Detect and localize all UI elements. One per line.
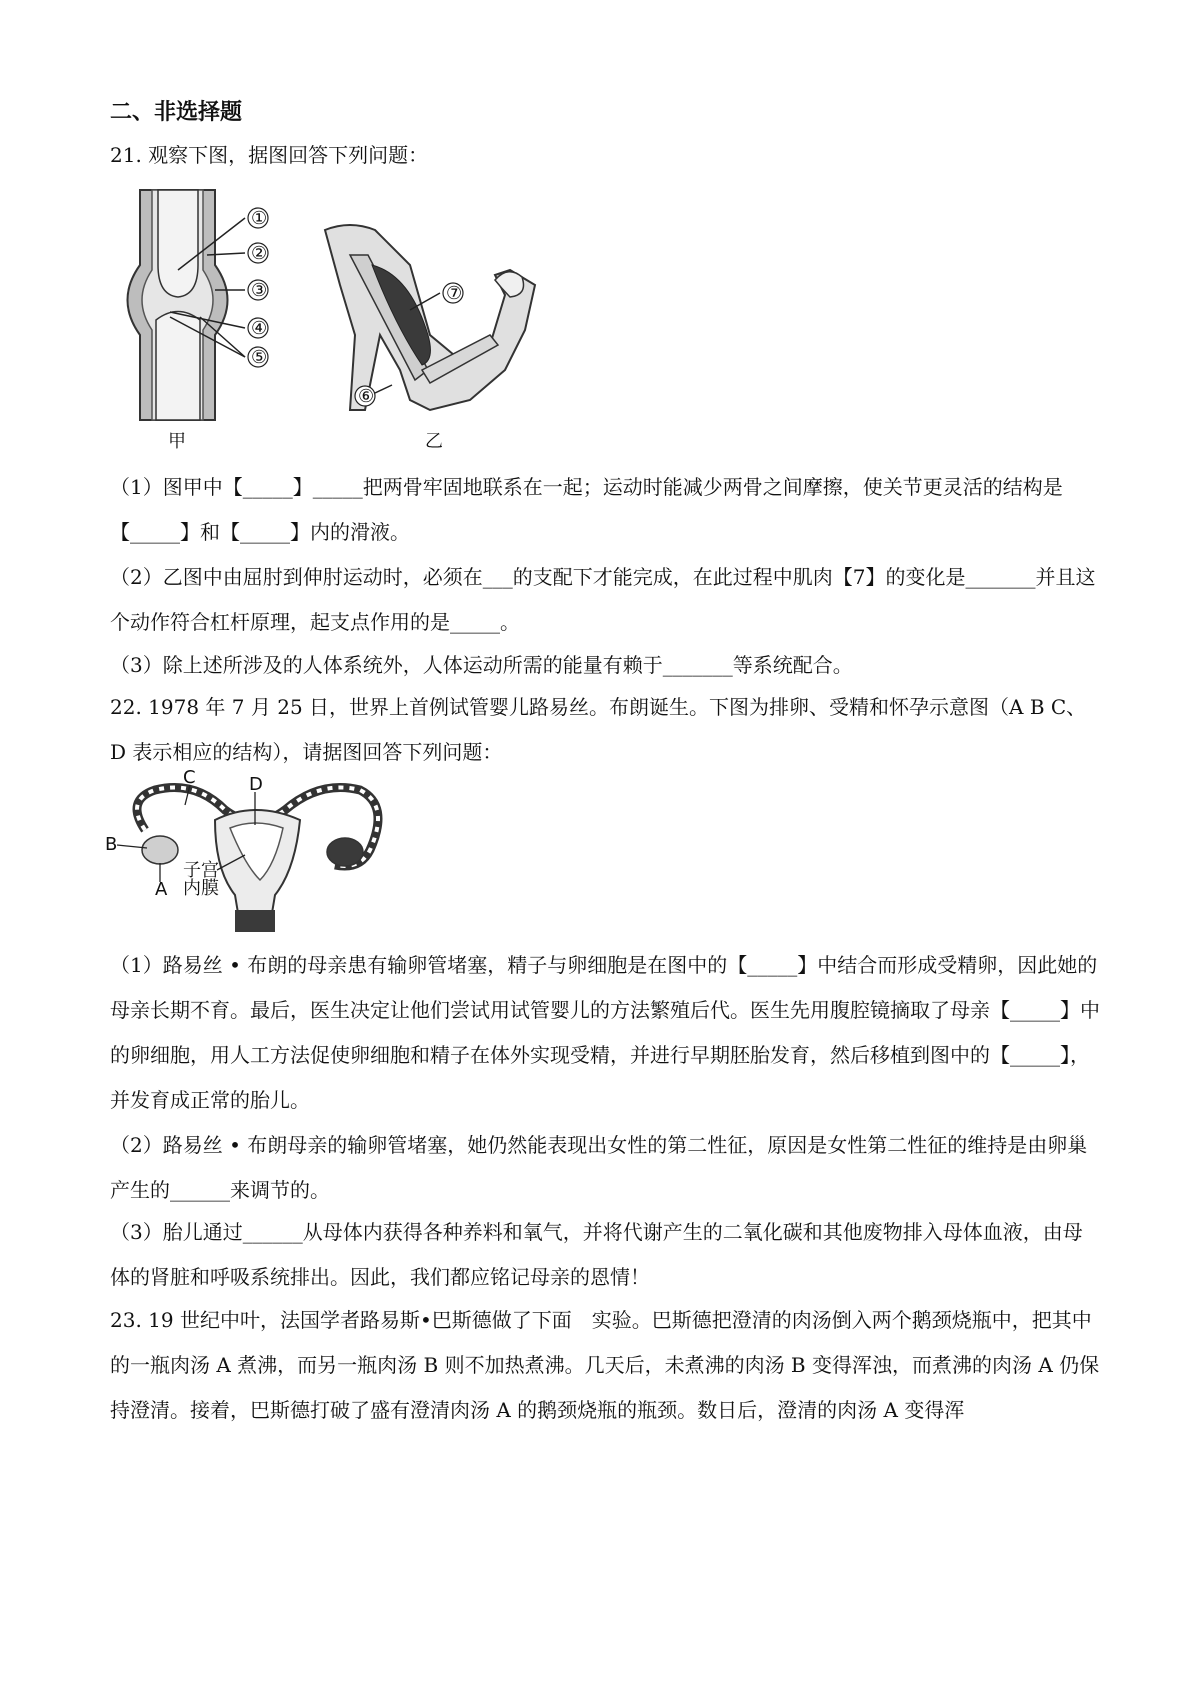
mark-3: ③: [251, 280, 268, 301]
q22-stem: 22. 1978 年 7 月 25 日，世界上首例试管婴儿路易丝。布朗诞生。下图为排卵、受精和怀孕示意图（A B C、D 表示相应的结构），请据图回答下列问题：: [110, 695, 1087, 764]
mark-6: ⑥: [358, 386, 375, 407]
q22-part-1: （1）路易丝 • 布朗的母亲患有输卵管堵塞，精子与卵细胞是在图中的【_____】中结合而形成受精卵，因此她的母亲长期不育。最后，医生决定让他们尝试用试管婴儿的方法繁殖后代。医生先用腹腔镜摘取了母亲【_____】中的卵细胞，用人工方法促使卵细胞和精子在体外实现受精，并进行早期胚胎发育，然后移植到图中的【_____】，并发育成正常的胎儿。: [110, 953, 1100, 1112]
mark-1: ①: [251, 208, 268, 229]
q22-part-2: （2）路易丝 • 布朗母亲的输卵管堵塞，她仍然能表现出女性的第二性征，原因是女性第二性征的维持是由卵巢产生的______来调节的。: [110, 1133, 1088, 1202]
q21-part-1: （1）图甲中【_____】_____把两骨牢固地联系在一起；运动时能减少两骨之间摩擦，使关节更灵活的结构是【_____】和【_____】内的滑液。: [110, 475, 1063, 544]
mark-7: ⑦: [446, 283, 463, 304]
label-d: D: [249, 774, 263, 795]
q21-figure: [110, 185, 570, 460]
joint-diagram-jia: [128, 190, 269, 452]
label-c: C: [183, 770, 196, 788]
label-a: A: [155, 879, 168, 900]
label-b: B: [105, 834, 118, 855]
q22-part-3: （3）胎儿通过______从母体内获得各种养料和氧气，并将代谢产生的二氧化碳和其他废物排入母体血液，由母体的肾脏和呼吸系统排出。因此，我们都应铭记母亲的恩情！: [110, 1220, 1083, 1289]
label-endometrium: 内膜: [183, 878, 219, 899]
q21-part-2: （2）乙图中由屈肘到伸肘运动时，必须在___的支配下才能完成，在此过程中肌肉【7】的变化是_______并且这个动作符合杠杆原理，起支点作用的是_____。: [110, 565, 1096, 634]
q21-stem: 21. 观察下图，据图回答下列问题：: [110, 143, 429, 167]
label-jia: 甲: [168, 431, 186, 452]
q22-figure: [105, 770, 405, 940]
label-uterus: 子宫: [183, 860, 219, 881]
mark-4: ④: [251, 318, 268, 339]
mark-2: ②: [251, 243, 268, 264]
label-yi: 乙: [425, 431, 443, 452]
q21-part-3: （3）除上述所涉及的人体系统外，人体运动所需的能量有赖于_______等系统配合。: [110, 653, 853, 677]
arm-diagram-yi: [325, 225, 535, 452]
section-title: 二、非选择题: [110, 100, 243, 125]
q23-stem: 23. 19 世纪中叶，法国学者路易斯•巴斯德做了下面 实验。巴斯德把澄清的肉汤倒入两个鹅颈烧瓶中，把其中的一瓶肉汤 A 煮沸，而另一瓶肉汤 B 则不加热煮沸。几天后，未煮沸的肉汤 B 变得浑浊，而煮沸的肉汤 A 仍保持澄清。接着，巴斯德打破了盛有澄清肉汤 A 的鹅颈烧瓶的瓶颈。数日后，澄清的肉汤 A 变得浑: [110, 1308, 1100, 1422]
mark-5: ⑤: [251, 347, 268, 368]
